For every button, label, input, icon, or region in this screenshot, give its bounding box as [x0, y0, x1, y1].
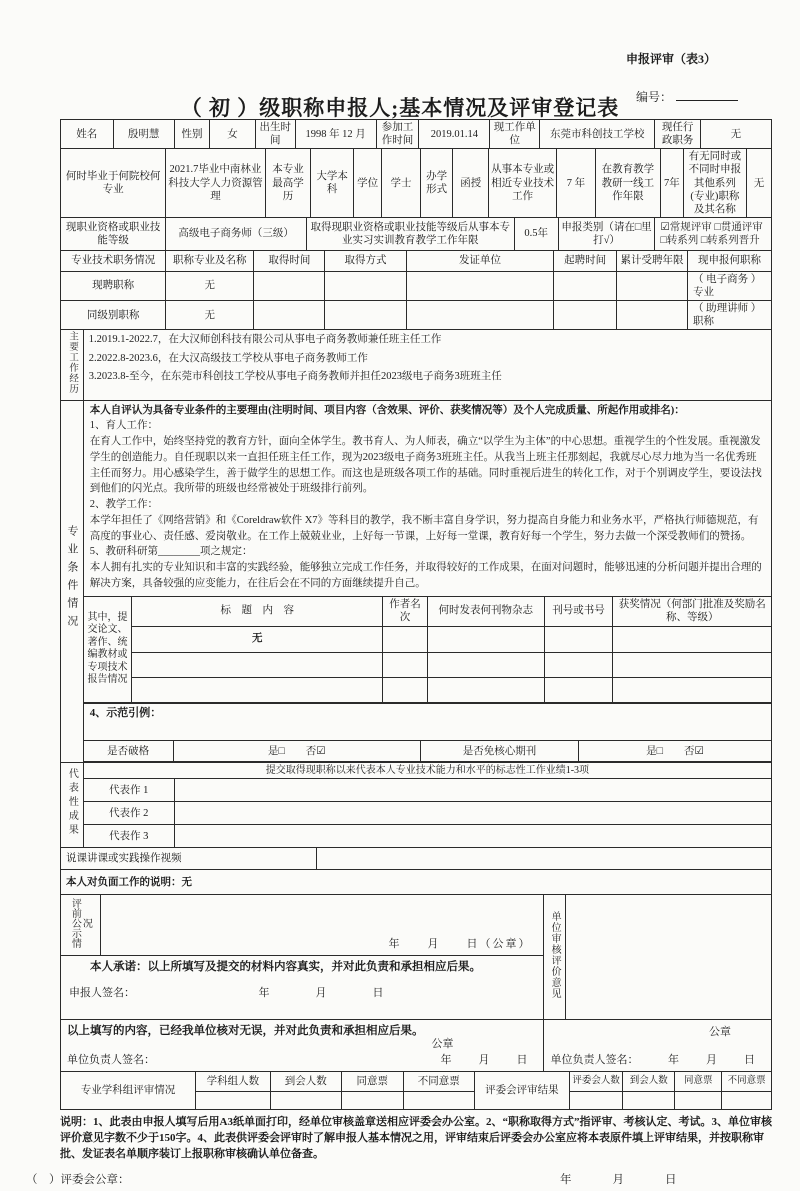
promise-text: 本人承诺：以上所填写及提交的材料内容真实，并对此负责和承担相应后果。	[90, 961, 481, 974]
papers-row1-no	[544, 626, 613, 652]
apply-type-line2: □转系列 □转系列晋升	[660, 234, 760, 246]
same-level-title-time	[254, 301, 325, 330]
title-status-table	[60, 250, 772, 331]
highest-edu-label: 本专业最高学历	[265, 149, 311, 218]
frontline-years-label: 在教育教学教研一线工作年限	[595, 149, 660, 218]
papers-row2-when	[427, 652, 544, 677]
video-row	[60, 847, 772, 870]
birth-label: 出生时间	[255, 120, 295, 149]
vocation-value: 高级电子商务师（三级）	[166, 217, 307, 250]
title-col-org: 发证单位	[406, 250, 554, 271]
negative-row	[60, 869, 772, 895]
achievements-label: 代表性成果	[66, 768, 78, 839]
papers-row3-rank	[383, 677, 428, 702]
papers-row1-rank	[383, 626, 428, 652]
join-value: 2019.01.14	[419, 120, 490, 149]
group-present-value	[270, 1092, 341, 1110]
group-no-label: 不同意票	[403, 1072, 474, 1092]
papers-row3-when	[427, 677, 544, 702]
publicity-date: 年 月 日（公章）	[388, 937, 532, 950]
papers-row2-title	[132, 652, 383, 677]
core-journal-checkboxes: 是□ 否☑	[579, 741, 771, 762]
papers-col-award: 获奖情况（何部门批准及奖励名称、等级）	[613, 596, 771, 626]
papers-col-rank: 作者名次	[383, 596, 428, 626]
after-years-label: 取得现职业资格或职业技能等级后从事本专业实习实训教育教学工作年限	[306, 217, 514, 250]
vocation-label: 现职业资格或职业技能等级	[61, 217, 166, 250]
conditions-p1: 在育人工作中，始终坚持党的教育方针，面向全体学生。教书育人、为人师表，确立“以学生为主体”的中心思想。重视学生的个性发展。重视激发学生的创造能力。自任现职以来一直担任班主任工作，现为2023级电子商务3班班主任。从我当上班主任那刻起，我就尽心尽力地为当一名优秀班主任而努力。用心感染学生，善于做学生的思想工作。而这也是班级各项工作的基础。同时重视后进生的转化工作，对于个别调皮学生，要设法找到他们的闪光点。我所带的班级也经常被处于班级排行前列。	[89, 436, 762, 495]
papers-col-no: 刊号或书号	[544, 596, 613, 626]
conditions-p2-title: 2、教学工作：	[89, 499, 158, 510]
degree-value: 学士	[382, 149, 420, 218]
basic-row-3	[60, 217, 772, 251]
conditions-p3: 本人拥有扎实的专业知识和丰富的实践经验，能够独立完成工作任务，并取得较好的工作成果，在面对问题时，能够迅速的分析问题并提出合理的解决方案，具备较强的应变能力，在往后会在不同的方面继续提升自己。	[89, 562, 762, 589]
papers-label: 其中，提交论文、著作、统编教材或专项技术报告情况	[84, 596, 132, 702]
publicity-label: 评前公示情况	[69, 898, 92, 949]
work-history-label: 主要工作经历	[67, 331, 78, 395]
school-form-label: 办学形式	[420, 149, 453, 218]
name-label: 姓名	[61, 120, 114, 149]
committee-present-value	[623, 1092, 675, 1110]
break-label: 是否破格	[84, 741, 173, 762]
same-level-title-org	[406, 301, 554, 330]
unit-opinion-label: 单位审核评价意见	[549, 911, 561, 1000]
right-sign-label: 单位负责人签名：	[550, 1053, 639, 1066]
promise-box	[61, 956, 544, 1020]
unit-value: 东莞市科创技工学校	[540, 120, 655, 149]
work-sample-1-value	[174, 779, 771, 802]
papers-row2-no	[544, 652, 613, 677]
profession-years-value: 7 年	[557, 149, 595, 218]
current-title-hire	[554, 271, 617, 300]
group-present-label: 到会人数	[270, 1072, 341, 1092]
papers-row1-title: 无	[132, 626, 383, 652]
other-series-label: 有无同时或不同时申报其他系列 (专业)职称及其名称	[683, 149, 746, 218]
group-yes-value	[341, 1092, 403, 1110]
current-title-label: 现聘职称	[61, 271, 166, 300]
join-label: 参加工作时间	[376, 120, 419, 149]
current-title-name: 无	[166, 271, 254, 300]
form-sheet	[26, 120, 772, 1191]
graduate-value: 2021.7毕业中南林业科技大学人力资源管理	[166, 149, 266, 218]
title-col-time: 取得时间	[254, 250, 325, 271]
work-sample-1-label: 代表作 1	[83, 779, 174, 802]
same-level-title-way	[325, 301, 406, 330]
current-title-way	[325, 271, 406, 300]
negative-statement: 本人对负面工作的说明：无	[61, 870, 772, 895]
group-count-label: 学科组人数	[196, 1072, 271, 1092]
unit-sign-date: 年 月 日	[440, 1053, 536, 1066]
work-sample-3-value	[174, 825, 771, 848]
papers-row3-title	[132, 677, 383, 702]
conditions-label: 专业条件情况	[65, 525, 78, 634]
unit-seal-label: 公章	[431, 1038, 454, 1051]
unit-sign-label: 单位负责人签名：	[67, 1053, 155, 1066]
work-sample-3-label: 代表作 3	[83, 825, 174, 848]
apply-title-name: （ 助理讲师 ）职称	[688, 301, 772, 330]
applicant-sign-label: 申报人签名：	[69, 986, 135, 999]
title-col-years: 累计受聘年限	[616, 250, 687, 271]
papers-row1-when	[427, 626, 544, 652]
basic-row-2	[60, 148, 772, 218]
group-yes-label: 同意票	[341, 1072, 403, 1092]
profession-years-label: 从事本专业或相近专业技术工作	[488, 149, 556, 218]
committee-seal-label: （ ）评委会公章：	[26, 1174, 130, 1187]
page-title: （ 初 ）级职称申报人;基本情况及评审登记表	[180, 96, 620, 120]
group-count-value	[196, 1092, 271, 1110]
admin-label: 现任行政职务	[655, 120, 701, 149]
conditions-statement	[84, 401, 771, 596]
apply-type-label: 申报类别（请在□里打√）	[558, 217, 655, 250]
committee-present-label: 到会人数	[623, 1072, 675, 1092]
votes-section	[60, 1071, 772, 1110]
papers-row2-rank	[383, 652, 428, 677]
title-col-name: 职称专业及名称	[166, 250, 254, 271]
right-seal-label: 公章	[709, 1026, 731, 1039]
same-level-title-hire	[554, 301, 617, 330]
committee-seal-row	[26, 1171, 772, 1191]
right-sign-box	[544, 1020, 772, 1072]
unit-check-box	[61, 1020, 544, 1072]
same-level-title-years	[616, 301, 687, 330]
applicant-sign-date: 年 月 日	[258, 986, 392, 999]
instructions-note: 说明：1、此表由申报人填写后用A3纸单面打印，经单位审核盖章送相应评委会办公室。2、“职称取得方式”指评审、考核认定、考试。3、单位审核评价意见字数不少于150字。4、此表供评委会评审时了解申报人基本情况之用，评审结束后评委会办公室应将本表原件填上评审结果，并按职称审批、发证表名单顺序装订上报职称审核确认单位备查。	[60, 1116, 772, 1161]
other-series-value: 无	[747, 149, 772, 218]
conditions-p1-title: 1、育人工作：	[89, 420, 158, 432]
basic-row-1	[60, 119, 772, 149]
papers-row1-award	[613, 626, 771, 652]
committee-count-value	[570, 1092, 623, 1110]
form-tag: 申报评审（表3）	[625, 52, 716, 66]
committee-no-label: 不同意票	[722, 1072, 772, 1092]
review-section	[60, 894, 772, 1072]
current-title-org	[406, 271, 554, 300]
group-review-label: 专业学科组评审情况	[61, 1072, 196, 1110]
committee-result-label: 评委会评审结果	[474, 1072, 569, 1110]
after-years-value: 0.5年	[514, 217, 558, 250]
core-journal-label: 是否免核心期刊	[420, 741, 578, 762]
birth-value: 1998 年 12 月	[295, 120, 376, 149]
work-sample-2-label: 代表作 2	[83, 802, 174, 825]
conditions-p3-title: 5、教研科研第________项之规定：	[89, 546, 253, 558]
unit-check-text: 以上填写的内容，已经我单位核对无误，并对此负责和承担相应后果。	[67, 1025, 424, 1038]
title-section-label: 专业技术职务情况	[61, 250, 166, 271]
unit-opinion-box	[565, 895, 771, 1020]
right-sign-date: 年 月 日	[668, 1053, 763, 1066]
school-form-value: 函授	[453, 149, 489, 218]
break-checkboxes: 是□ 否☑	[173, 741, 420, 762]
demo-title: 4、示范引例：	[84, 703, 771, 741]
gender-label: 性别	[174, 120, 210, 149]
current-title-years	[616, 271, 687, 300]
admin-value: 无	[700, 120, 771, 149]
committee-no-value	[722, 1092, 772, 1110]
apply-type-options	[655, 217, 772, 250]
video-label: 说课讲课或实践操作视频	[61, 848, 317, 870]
work-history-line-1: 1.2019.1-2022.7，在大汉师创科技有限公司从事电子商务教师兼任班主任工作	[88, 334, 442, 346]
serial-label: 编号：	[635, 90, 672, 104]
degree-label: 学位	[353, 149, 381, 218]
conditions-p2: 本学年担任了《网络营销》和《Coreldraw软件 X7》等科目的教学，我不断丰富自身学识，努力提高自身能力和业务水平，严格执行师德规范，有高度的事业心、责任感、爱岗敬业。在工作上兢兢业业，上好每一节课，上好每一堂课，教育好每一个学生，努力去做一个深受教师们的赞扬。	[89, 514, 759, 542]
committee-count-label: 评委会人数	[570, 1072, 623, 1092]
committee-date: 年 月 日	[560, 1174, 683, 1187]
conditions-intro: 本人自评认为具备专业条件的主要理由(注明时间、项目内容（含效果、评价、获奖情况等）及个人完成质量、所起作用或排名)：	[89, 404, 685, 416]
same-level-title-name: 无	[166, 301, 254, 330]
committee-yes-value	[675, 1092, 722, 1110]
work-sample-2-value	[174, 802, 771, 825]
current-title-time	[254, 271, 325, 300]
apply-type-line1: ☑常规评审 □贯通评审	[660, 221, 763, 233]
group-no-value	[403, 1092, 474, 1110]
conditions-section	[60, 400, 772, 764]
frontline-years-value: 7年	[661, 149, 684, 218]
work-history-line-2: 2.2022.8-2023.6，在大汉高级技工学校从事电子商务教师工作	[88, 352, 368, 364]
papers-row2-award	[613, 652, 771, 677]
work-history-line-3: 3.2023.8-至今，在东莞市科创技工学校从事电子商务教师并担任2023级电子商务3班班主任	[88, 371, 502, 383]
achievements-note: 提交取得现职称以来代表本人专业技术能力和水平的标志性工作业绩1-3项	[83, 763, 771, 779]
highest-edu-value: 大学本科	[311, 149, 354, 218]
name-value: 殷明慧	[113, 120, 174, 149]
same-level-title-label: 同级别职称	[61, 301, 166, 330]
papers-row3-no	[544, 677, 613, 702]
title-col-hire: 起聘时间	[554, 250, 617, 271]
exception-row	[84, 740, 771, 762]
papers-col-title: 标 题 内 容	[132, 596, 383, 626]
committee-yes-label: 同意票	[675, 1072, 722, 1092]
unit-label: 现工作单位	[490, 120, 540, 149]
apply-title-major: （ 电子商务 ）专业	[688, 271, 772, 300]
papers-col-when: 何时发表何刊物杂志	[427, 596, 544, 626]
title-col-way: 取得方式	[325, 250, 406, 271]
graduate-label: 何时毕业于何院校何专业	[61, 149, 166, 218]
papers-row3-award	[613, 677, 771, 702]
gender-value: 女	[210, 120, 256, 149]
video-value	[316, 848, 771, 870]
work-history-section	[60, 329, 772, 400]
papers-table	[84, 596, 771, 703]
title-col-apply: 现申报何职称	[688, 250, 772, 271]
achievements-section	[60, 762, 772, 848]
publicity-box	[100, 895, 544, 956]
